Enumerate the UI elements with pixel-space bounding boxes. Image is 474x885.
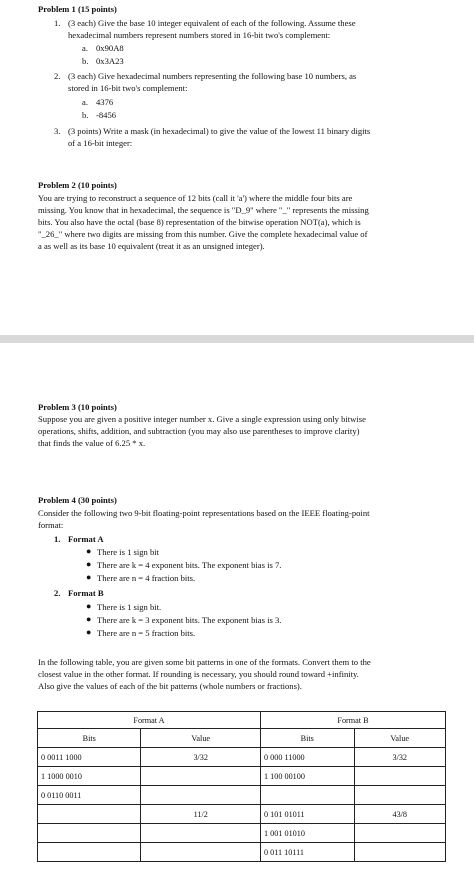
format-b-num: 2. (54, 588, 61, 598)
col-header-value-a: Value (141, 729, 261, 748)
cell-value-b: 3/32 (354, 748, 446, 767)
table-row (38, 748, 446, 767)
page-separator (0, 335, 474, 343)
cell-bits-a: 0 0011 1000 (38, 748, 141, 767)
bullet-icon: ● (86, 546, 92, 556)
format-b-name: Format B (68, 588, 104, 598)
group-header-format-b: Format B (261, 712, 446, 729)
p1-item2-sub-a-label: a. (82, 97, 88, 107)
p3-line3: that finds the value of 6.25 * x. (38, 438, 146, 448)
cell-bits-b: 1 100 00100 (261, 767, 355, 786)
cell-value-b (354, 786, 446, 805)
p1-item2-sub-a-value: 4376 (96, 97, 114, 107)
cell-bits-a (38, 843, 141, 862)
cell-bits-a (38, 805, 141, 824)
cell-value-b (354, 767, 446, 786)
p1-item3-line1: (3 points) Write a mask (in hexadecimal) to give the value of the lowest 11 binary digits (68, 126, 371, 136)
bullet-icon: ● (86, 627, 92, 637)
bullet-icon: ● (86, 572, 92, 582)
p1-item3-num: 3. (54, 126, 61, 136)
cell-bits-b: 1 001 01010 (261, 824, 355, 843)
bullet-icon: ● (86, 601, 92, 611)
cell-value-a: 3/32 (141, 748, 261, 767)
conversion-table (37, 711, 446, 862)
table-row (38, 767, 446, 786)
cell-bits-a (38, 824, 141, 843)
col-header-bits-b: Bits (261, 729, 355, 748)
format-a-bullet1: There is 1 sign bit (97, 547, 160, 557)
table-intro-line2: closest value in the other format. If rounding is necessary, you should round toward +infinity. (38, 669, 359, 679)
p1-item1-sub-a-value: 0x90A8 (96, 43, 124, 53)
cell-bits-b (261, 786, 355, 805)
table-row (38, 805, 446, 824)
cell-value-b: 43/8 (354, 805, 446, 824)
table-row (38, 824, 446, 843)
p2-line5: a as well as its base 10 equivalent (treat it as an unsigned integer). (38, 241, 265, 251)
format-b-bullet2: There are k = 3 exponent bits. The exponent bias is 3. (97, 615, 282, 625)
cell-value-b (354, 824, 446, 843)
p4-intro-line1: Consider the following two 9-bit floating-point representations based on the IEEE floating-point (38, 508, 370, 518)
p1-item3-line2: of a 16-bit integer: (68, 138, 133, 148)
cell-value-a (141, 843, 261, 862)
p3-line2: operations, shifts, addition, and subtraction (you may also use parentheses to improve clarity) (38, 426, 360, 436)
table-intro-line1: In the following table, you are given some bit patterns in one of the formats. Convert them to the (38, 657, 371, 667)
cell-value-a (141, 786, 261, 805)
p1-item2-sub-b-value: -8456 (96, 110, 117, 120)
cell-bits-b: 0 011 10111 (261, 843, 355, 862)
format-a-name: Format A (68, 534, 104, 544)
bullet-icon: ● (86, 614, 92, 624)
cell-bits-a: 1 1000 0010 (38, 767, 141, 786)
format-b-bullet1: There is 1 sign bit. (97, 602, 162, 612)
bullet-icon: ● (86, 559, 92, 569)
p4-intro-line2: format: (38, 520, 64, 530)
format-a-bullet2: There are k = 4 exponent bits. The exponent bias is 7. (97, 560, 282, 570)
p2-line4: "_26_" where two digits are missing from this number. Give the complete hexadecimal value of (38, 229, 368, 239)
problem1-heading: Problem 1 (15 points) (38, 4, 117, 14)
cell-value-a: 11/2 (141, 805, 261, 824)
p1-item1-line2: hexadecimal numbers represent numbers stored in 16-bit two's complement: (68, 30, 331, 40)
p2-line3: bits. You also have the octal (base 8) representation of the bitwise operation NOT(a), which is (38, 217, 361, 227)
cell-value-a (141, 767, 261, 786)
cell-value-a (141, 824, 261, 843)
p1-item1-sub-a-label: a. (82, 43, 88, 53)
p1-item2-line2: stored in 16-bit two's complement: (68, 83, 188, 93)
table-row (38, 786, 446, 805)
col-header-bits-a: Bits (38, 729, 141, 748)
problem2-heading: Problem 2 (10 points) (38, 180, 117, 190)
page-bottom (0, 343, 474, 885)
problem3-heading: Problem 3 (10 points) (38, 402, 117, 412)
problem4-heading: Problem 4 (30 points) (38, 495, 117, 505)
p1-item1-num: 1. (54, 18, 61, 28)
group-header-format-a: Format A (38, 712, 261, 729)
cell-bits-b: 0 000 11000 (261, 748, 355, 767)
cell-value-b (354, 843, 446, 862)
table-intro-line3: Also give the values of each of the bit patterns (whole numbers or fractions). (38, 681, 302, 691)
p1-item1-sub-b-value: 0x3A23 (96, 56, 124, 66)
p1-item2-sub-b-label: b. (82, 110, 89, 120)
cell-bits-a: 0 0110 0011 (38, 786, 141, 805)
p2-line1: You are trying to reconstruct a sequence of 12 bits (call it 'a') where the middle four bits are (38, 193, 353, 203)
format-a-num: 1. (54, 534, 61, 544)
p1-item1-line1: (3 each) Give the base 10 integer equivalent of each of the following. Assume these (68, 18, 356, 28)
p1-item2-line1: (3 each) Give hexadecimal numbers representing the following base 10 numbers, as (68, 71, 357, 81)
p2-line2: missing. You know that in hexadecimal, the sequence is "D_9" where "_" represents the missing (38, 205, 369, 215)
p1-item2-num: 2. (54, 71, 61, 81)
cell-bits-b: 0 101 01011 (261, 805, 355, 824)
table-row (38, 843, 446, 862)
format-a-bullet3: There are n = 4 fraction bits. (97, 573, 196, 583)
p3-line1: Suppose you are given a positive integer number x. Give a single expression using only bitwise (38, 414, 366, 424)
col-header-value-b: Value (354, 729, 446, 748)
page-top (0, 0, 474, 335)
p1-item1-sub-b-label: b. (82, 56, 89, 66)
format-b-bullet3: There are n = 5 fraction bits. (97, 628, 196, 638)
